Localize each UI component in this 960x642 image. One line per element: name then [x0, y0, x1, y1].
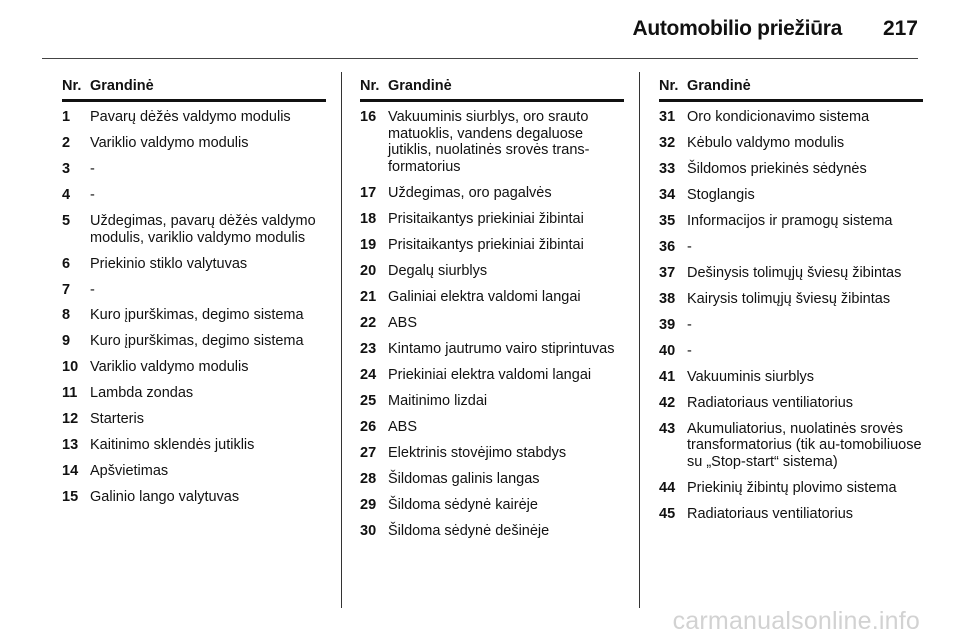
table-header — [659, 78, 923, 102]
circuit-name: Prisitaikantys priekiniai žibintai — [388, 210, 584, 227]
header-divider — [42, 58, 918, 59]
circuit-name: Variklio valdymo modulis — [90, 359, 249, 376]
header-nr: Nr. — [62, 78, 82, 94]
fuse-number: 9 — [62, 333, 71, 350]
fuse-number: 23 — [360, 340, 377, 357]
circuit-name: Radiatoriaus ventiliatorius — [687, 394, 854, 411]
header-nr: Nr. — [659, 78, 679, 94]
table-header — [360, 78, 624, 102]
table-row — [659, 265, 923, 282]
table-row — [360, 367, 624, 384]
fuse-number: 18 — [360, 210, 377, 227]
circuit-name: Galiniai elektra valdomi langai — [388, 288, 581, 305]
fuse-number: 3 — [62, 160, 71, 177]
table-row — [360, 341, 624, 358]
fuse-number: 27 — [360, 444, 377, 461]
table-row — [659, 421, 923, 471]
page-header — [0, 0, 960, 62]
table-row — [62, 411, 326, 428]
table-row — [360, 109, 624, 175]
table-row — [659, 506, 923, 523]
fuse-number: 34 — [659, 186, 676, 203]
fuse-number: 17 — [360, 184, 377, 201]
circuit-name: Apšvietimas — [90, 463, 169, 480]
table-row — [360, 523, 624, 540]
fuse-table-column-1 — [62, 78, 326, 515]
table-row — [62, 109, 326, 126]
circuit-name: Vakuuminis siurblys — [687, 368, 815, 385]
circuit-name: Dešinysis tolimųjų šviesų žibintas — [687, 264, 902, 281]
page-number: 217 — [882, 17, 918, 40]
fuse-number: 22 — [360, 314, 377, 331]
header-circuit: Grandinė — [388, 78, 452, 94]
table-row — [659, 369, 923, 386]
fuse-number: 42 — [659, 394, 676, 411]
fuse-number: 6 — [62, 255, 71, 272]
circuit-name: Vakuuminis siurblys, oro srauto matuoklis, vandens degaluose jutiklis, nuolatinės srovės trans-formatorius — [388, 109, 590, 175]
fuse-number: 32 — [659, 134, 676, 151]
table-row — [360, 419, 624, 436]
fuse-number: 1 — [62, 109, 71, 125]
fuse-number: 14 — [62, 463, 79, 480]
table-row — [62, 463, 326, 480]
fuse-number: 5 — [62, 212, 71, 229]
table-row — [659, 480, 923, 497]
fuse-number: 28 — [360, 470, 377, 487]
table-row — [62, 359, 326, 376]
circuit-name: Priekinių žibintų plovimo sistema — [687, 479, 897, 496]
fuse-number: 38 — [659, 290, 676, 307]
fuse-number: 43 — [659, 420, 676, 437]
circuit-name: Maitinimo lizdai — [388, 392, 488, 409]
circuit-name: Elektrinis stovėjimo stabdys — [388, 444, 567, 461]
fuse-number: 11 — [62, 385, 78, 402]
fuse-number: 31 — [659, 109, 676, 125]
fuse-number: 16 — [360, 109, 377, 125]
table-row — [659, 395, 923, 412]
fuse-number: 39 — [659, 316, 676, 333]
circuit-name: ABS — [388, 418, 418, 435]
fuse-number: 36 — [659, 238, 676, 255]
table-row — [62, 333, 326, 350]
table-row — [62, 135, 326, 152]
table-row — [62, 282, 326, 299]
table-row — [62, 213, 326, 246]
table-row — [659, 213, 923, 230]
circuit-name: Informacijos ir pramogų sistema — [687, 212, 893, 229]
circuit-name: - — [90, 281, 95, 298]
fuse-number: 15 — [62, 489, 79, 506]
fuse-number: 37 — [659, 264, 676, 281]
fuse-number: 35 — [659, 212, 676, 229]
circuit-name: Oro kondicionavimo sistema — [687, 109, 870, 125]
table-row — [659, 161, 923, 178]
circuit-name: ABS — [388, 314, 418, 331]
circuit-name: Variklio valdymo modulis — [90, 134, 249, 151]
circuit-name: Priekinio stiklo valytuvas — [90, 255, 248, 272]
table-row — [360, 263, 624, 280]
fuse-number: 4 — [62, 186, 71, 203]
fuse-number: 26 — [360, 418, 377, 435]
fuse-table-column-3 — [659, 78, 923, 532]
circuit-name: Degalų siurblys — [388, 262, 488, 279]
circuit-name: Kuro įpurškimas, degimo sistema — [90, 307, 304, 324]
fuse-number: 30 — [360, 522, 377, 539]
fuse-number: 10 — [62, 359, 79, 376]
circuit-name: Galinio lango valytuvas — [90, 489, 240, 506]
table-row — [62, 307, 326, 324]
page-title: Automobilio priežiūra — [632, 17, 842, 40]
fuse-number: 8 — [62, 307, 71, 324]
circuit-name: - — [90, 160, 95, 177]
fuse-number: 7 — [62, 281, 71, 298]
circuit-name: Radiatoriaus ventiliatorius — [687, 505, 854, 522]
table-row — [659, 135, 923, 152]
table-row — [360, 497, 624, 514]
fuse-number: 24 — [360, 366, 377, 383]
fuse-number: 19 — [360, 236, 377, 253]
table-header — [62, 78, 326, 102]
header-nr: Nr. — [360, 78, 380, 94]
circuit-name: Kėbulo valdymo modulis — [687, 134, 845, 151]
circuit-name: Stoglangis — [687, 186, 755, 203]
table-row — [62, 385, 326, 402]
table-row — [659, 291, 923, 308]
circuit-name: Akumuliatorius, nuolatinės srovės transformatorius (tik au-tomobiliuose su „Stop-start“ sistema) — [687, 420, 922, 470]
circuit-name: Šildoma sėdynė kairėje — [388, 496, 538, 513]
fuse-number: 20 — [360, 262, 377, 279]
table-row — [659, 187, 923, 204]
fuse-number: 21 — [360, 288, 377, 305]
circuit-name: Starteris — [90, 411, 144, 428]
watermark: carmanualsonline.info — [672, 607, 920, 635]
circuit-name: Šildoma sėdynė dešinėje — [388, 522, 550, 539]
circuit-name: - — [687, 342, 692, 359]
circuit-name: Šildomos priekinės sėdynės — [687, 160, 867, 177]
table-row — [62, 187, 326, 204]
circuit-name: Priekiniai elektra valdomi langai — [388, 366, 592, 383]
table-row — [360, 393, 624, 410]
fuse-number: 29 — [360, 496, 377, 513]
fuse-number: 13 — [62, 437, 79, 454]
fuse-number: 33 — [659, 160, 676, 177]
circuit-name: Kairysis tolimųjų šviesų žibintas — [687, 290, 891, 307]
circuit-name: Kintamo jautrumo vairo stiprintuvas — [388, 340, 615, 357]
table-row — [62, 161, 326, 178]
fuse-number: 44 — [659, 479, 676, 496]
table-row — [360, 211, 624, 228]
table-row — [659, 317, 923, 334]
table-row — [659, 343, 923, 360]
table-row — [360, 445, 624, 462]
circuit-name: - — [687, 238, 692, 255]
table-row — [360, 289, 624, 306]
fuse-number: 45 — [659, 505, 676, 522]
header-circuit: Grandinė — [90, 78, 154, 94]
fuse-number: 40 — [659, 342, 676, 359]
fuse-number: 25 — [360, 392, 377, 409]
table-row — [62, 489, 326, 506]
table-row — [659, 239, 923, 256]
table-row — [360, 185, 624, 202]
table-row — [360, 237, 624, 254]
table-row — [360, 315, 624, 332]
table-row — [360, 471, 624, 488]
table-row — [62, 437, 326, 454]
fuse-number: 41 — [659, 368, 676, 385]
column-divider — [341, 72, 342, 608]
fuse-table-column-2 — [360, 78, 624, 549]
circuit-name: Šildomas galinis langas — [388, 470, 540, 487]
column-divider — [639, 72, 640, 608]
circuit-name: Kaitinimo sklendės jutiklis — [90, 437, 255, 454]
table-row — [62, 256, 326, 273]
circuit-name: Prisitaikantys priekiniai žibintai — [388, 236, 584, 253]
circuit-name: Pavarų dėžės valdymo modulis — [90, 109, 291, 125]
circuit-name: Lambda zondas — [90, 385, 194, 402]
table-row — [659, 109, 923, 126]
fuse-number: 12 — [62, 411, 79, 428]
header-circuit: Grandinė — [687, 78, 751, 94]
circuit-name: Uždegimas, pavarų dėžės valdymo modulis, variklio valdymo modulis — [90, 212, 316, 246]
circuit-name: Uždegimas, oro pagalvės — [388, 184, 552, 201]
circuit-name: - — [90, 186, 95, 203]
circuit-name: Kuro įpurškimas, degimo sistema — [90, 333, 304, 350]
circuit-name: - — [687, 316, 692, 333]
fuse-number: 2 — [62, 134, 71, 151]
